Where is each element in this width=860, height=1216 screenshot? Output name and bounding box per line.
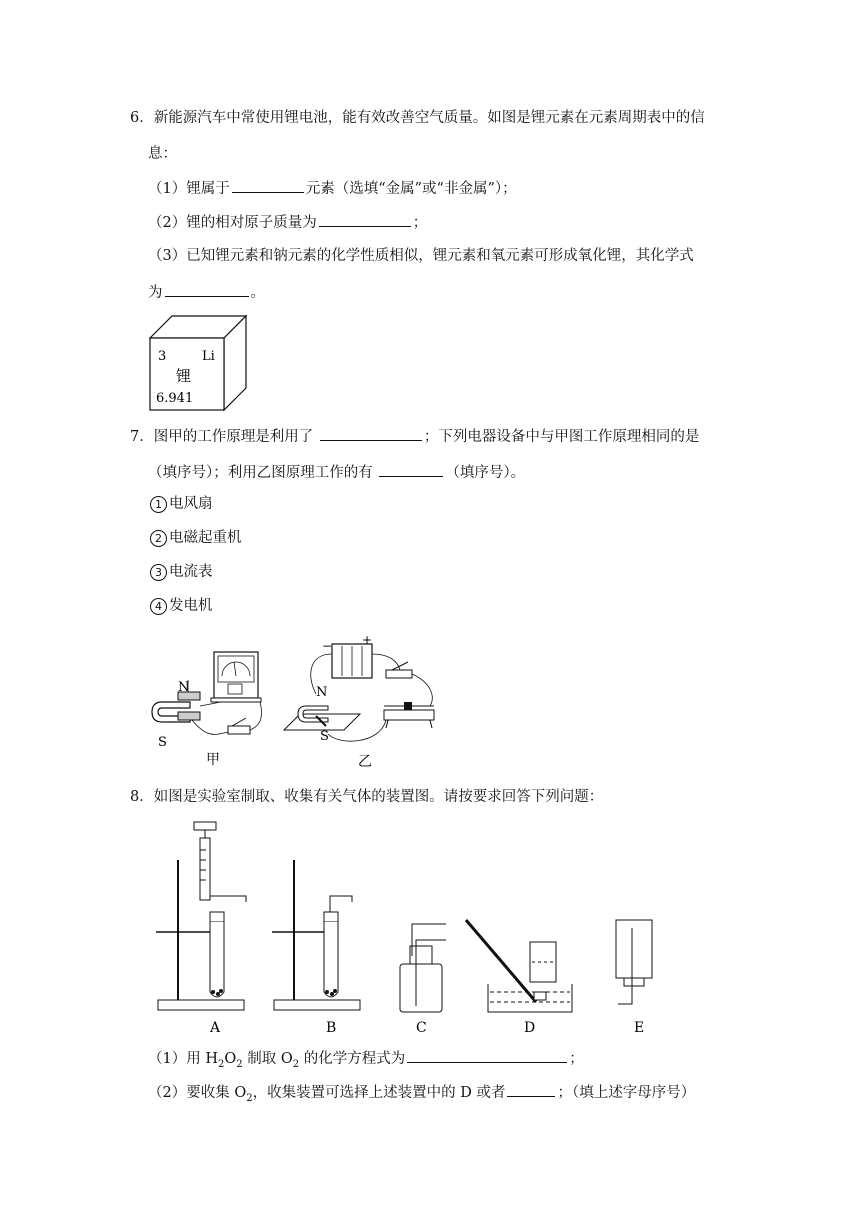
q8-stem: 8．如图是实验室制取、收集有关气体的装置图。请按要求回答下列问题： — [130, 789, 604, 805]
q8-part2-text-b: ，收集装置可选择上述装置中的 D 或者 — [252, 1085, 506, 1101]
q7-stem-prefix: 7．图甲的工作原理是利用了 — [130, 429, 318, 445]
jia-caption: 甲 — [206, 752, 220, 768]
q8-part1 — [148, 1048, 584, 1075]
option-text: 发电机 — [169, 598, 213, 614]
element-mass: 6.941 — [156, 391, 194, 406]
answer-blank[interactable] — [407, 1048, 567, 1063]
q6-part3-prefix: 为 — [148, 285, 163, 301]
q6-part3-line2 — [148, 282, 265, 303]
subscript: 2 — [236, 1058, 243, 1070]
option-number: 3 — [150, 564, 167, 581]
q6-stem-line1: 6．新能源汽车中常使用锂电池，能有效改善空气质量。如图是锂元素在元素周期表中的信 — [130, 110, 705, 126]
label-e: E — [634, 1020, 645, 1036]
apparatus-b — [272, 860, 360, 1036]
q8-part2-text-c: ；（填上述字母序号） — [557, 1085, 696, 1101]
subscript: 2 — [246, 1092, 253, 1104]
answer-blank[interactable] — [320, 426, 422, 441]
subscript: 2 — [292, 1058, 300, 1070]
q6-part1-prefix: （1）锂属于 — [148, 181, 230, 197]
yi-caption: 乙 — [358, 754, 372, 770]
option-text: 电流表 — [169, 564, 213, 580]
q7-line2-prefix: （填序号）；利用乙图原理工作的有 — [148, 465, 378, 481]
q8-part1-text-a: （1）用 H — [148, 1051, 218, 1067]
q7-stem-line1 — [130, 426, 699, 447]
apparatus-c — [400, 924, 446, 1036]
label-b: B — [326, 1020, 337, 1036]
q6-part1-suffix: 元素（选填“金属”或“非金属”）； — [305, 181, 517, 197]
subscript: 2 — [217, 1058, 225, 1070]
q6-part2 — [148, 212, 427, 233]
figure-yi — [280, 634, 450, 774]
q6-stem-line2: 息： — [148, 146, 177, 162]
option-number: 2 — [150, 530, 167, 547]
element-cell-figure — [148, 314, 248, 418]
option-text: 电风扇 — [169, 496, 213, 512]
label-a: A — [210, 1020, 221, 1036]
apparatus-a — [156, 822, 246, 1036]
q7-option-3 — [150, 562, 213, 582]
q7-line2-suffix: （填序号）。 — [445, 465, 526, 481]
answer-blank[interactable] — [379, 462, 443, 477]
q8-part2 — [148, 1082, 695, 1109]
q8-part1-text-c: 制取 O — [242, 1051, 293, 1067]
label-d: D — [524, 1020, 536, 1036]
yi-minus: − — [322, 639, 333, 653]
jia-n-label: N — [178, 680, 190, 695]
q8-part1-text-e: ； — [569, 1051, 584, 1067]
yi-s-label: S — [320, 729, 329, 744]
answer-blank[interactable] — [165, 282, 249, 297]
q7-stem-line2 — [148, 462, 525, 483]
q8-part2-text-a: （2）要收集 O — [148, 1085, 247, 1101]
figure-jia — [148, 648, 278, 774]
q8-apparatus-figure — [150, 816, 670, 1044]
q6-part3-suffix: 。 — [250, 285, 265, 301]
jia-s-label: S — [158, 735, 167, 750]
label-c: C — [416, 1020, 427, 1036]
apparatus-e — [616, 920, 652, 1036]
q7-option-2 — [150, 528, 242, 548]
element-name: 锂 — [176, 367, 192, 385]
option-text: 电磁起重机 — [169, 530, 242, 546]
element-number: 3 — [158, 349, 167, 364]
q6-part2-suffix: ； — [412, 215, 428, 231]
yi-plus: + — [362, 634, 373, 647]
answer-blank[interactable] — [232, 178, 304, 193]
yi-n-label: N — [316, 685, 328, 700]
q6-part3-line1: （3）已知锂元素和钠元素的化学性质相似，锂元素和氧元素可形成氧化锂，其化学式 — [148, 248, 694, 264]
element-symbol: Li — [202, 349, 215, 364]
answer-blank[interactable] — [507, 1082, 555, 1097]
q7-option-1 — [150, 494, 213, 514]
option-number: 4 — [150, 598, 167, 615]
q6-part1 — [148, 178, 517, 199]
q7-stem-suffix: ；下列电器设备中与甲图工作原理相同的是 — [423, 429, 700, 445]
answer-blank[interactable] — [319, 212, 411, 227]
apparatus-d — [466, 920, 572, 1036]
option-number: 1 — [150, 496, 167, 513]
q7-option-4 — [150, 596, 213, 616]
q8-part1-text-d: 的化学方程式为 — [299, 1051, 406, 1067]
q6-part2-prefix: （2）锂的相对原子质量为 — [148, 215, 317, 231]
q8-part1-text-b: O — [224, 1051, 237, 1067]
